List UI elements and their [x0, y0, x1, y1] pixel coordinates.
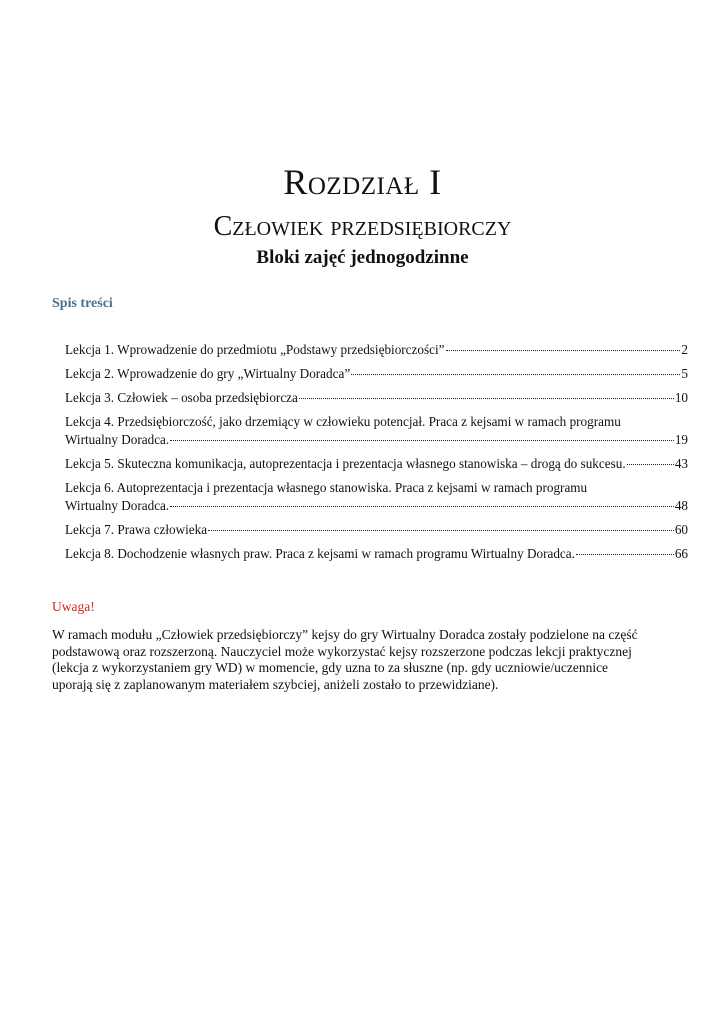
toc-page-number: 5: [681, 366, 688, 381]
table-of-contents: [65, 341, 688, 569]
note-line: podstawową oraz rozszerzoną. Nauczyciel może wykorzystać kejsy rozszerzone podczas lekcji praktycznej: [52, 643, 632, 659]
toc-page-number: 60: [674, 522, 688, 537]
chapter-title: Rozdział I: [283, 162, 442, 202]
note-line: uporają się z zaplanowanym materiałem szybciej, aniżeli zostało to przewidziane).: [52, 676, 499, 692]
toc-entry-lesson-6[interactable]: [65, 479, 688, 515]
chapter-block-note: Bloki zajęć jednogodzinne: [256, 247, 469, 268]
toc-entry-title: Lekcja 2. Wprowadzenie do gry „Wirtualny Doradca”: [65, 366, 351, 381]
toc-entry-title: Lekcja 5. Skuteczna komunikacja, autoprezentacja i prezentacja własnego stanowiska – drogą do sukcesu.: [65, 456, 626, 471]
toc-entry-title: Wirtualny Doradca.: [65, 498, 170, 513]
note-label: Uwaga!: [52, 599, 95, 614]
toc-entry-lesson-3[interactable]: [65, 389, 688, 407]
toc-entry-title: Wirtualny Doradca.: [65, 432, 170, 447]
toc-entry-lesson-1[interactable]: [65, 341, 688, 359]
toc-entry-title-line-1: Lekcja 6. Autoprezentacja i prezentacja własnego stanowiska. Praca z kejsami w ramach programu: [65, 480, 588, 495]
note-line: W ramach modułu „Człowiek przedsiębiorczy” kejsy do gry Wirtualny Doradca zostały podzielone na część: [52, 627, 638, 642]
toc-page-number: 48: [674, 498, 688, 513]
toc-entry-lesson-7[interactable]: [65, 521, 688, 539]
toc-dot-leader: [351, 374, 680, 375]
toc-page-number: 2: [681, 342, 688, 357]
toc-entry-lesson-8[interactable]: [65, 545, 688, 563]
toc-entry-title-line-1: Lekcja 4. Przedsiębiorczość, jako drzemiący w człowieku potencjał. Praca z kejsami w ramach programu: [65, 414, 621, 429]
toc-dot-leader: [170, 506, 674, 507]
note-paragraph: [52, 627, 692, 693]
toc-dot-leader: [627, 464, 674, 465]
toc-entry-title: Lekcja 3. Człowiek – osoba przedsiębiorcza: [65, 390, 298, 405]
toc-dot-leader: [208, 530, 674, 531]
toc-dot-leader: [170, 440, 674, 441]
toc-entry-title: Lekcja 1. Wprowadzenie do przedmiotu „Podstawy przedsiębiorczości”: [65, 342, 445, 357]
toc-entry-lesson-2[interactable]: [65, 365, 688, 383]
toc-entry-title: Lekcja 7. Prawa człowieka: [65, 522, 208, 537]
toc-dot-leader: [299, 398, 674, 399]
toc-heading: Spis treści: [52, 296, 113, 311]
toc-page-number: 10: [674, 390, 688, 405]
toc-entry-lesson-4[interactable]: [65, 413, 688, 449]
note-line: (lekcja z wykorzystaniem gry WD) w momencie, gdy uzna to za słuszne (np. gdy uczniowie/uczennice: [52, 660, 609, 675]
toc-page-number: 43: [674, 456, 688, 471]
toc-dot-leader: [576, 554, 674, 555]
toc-page-number: 66: [674, 546, 688, 561]
toc-entry-lesson-5[interactable]: [65, 455, 688, 473]
toc-page-number: 19: [674, 432, 688, 447]
toc-entry-title: Lekcja 8. Dochodzenie własnych praw. Praca z kejsami w ramach programu Wirtualny Doradca.: [65, 546, 575, 561]
toc-dot-leader: [446, 350, 681, 351]
chapter-subtitle: Człowiek przedsiębiorczy: [213, 211, 512, 242]
